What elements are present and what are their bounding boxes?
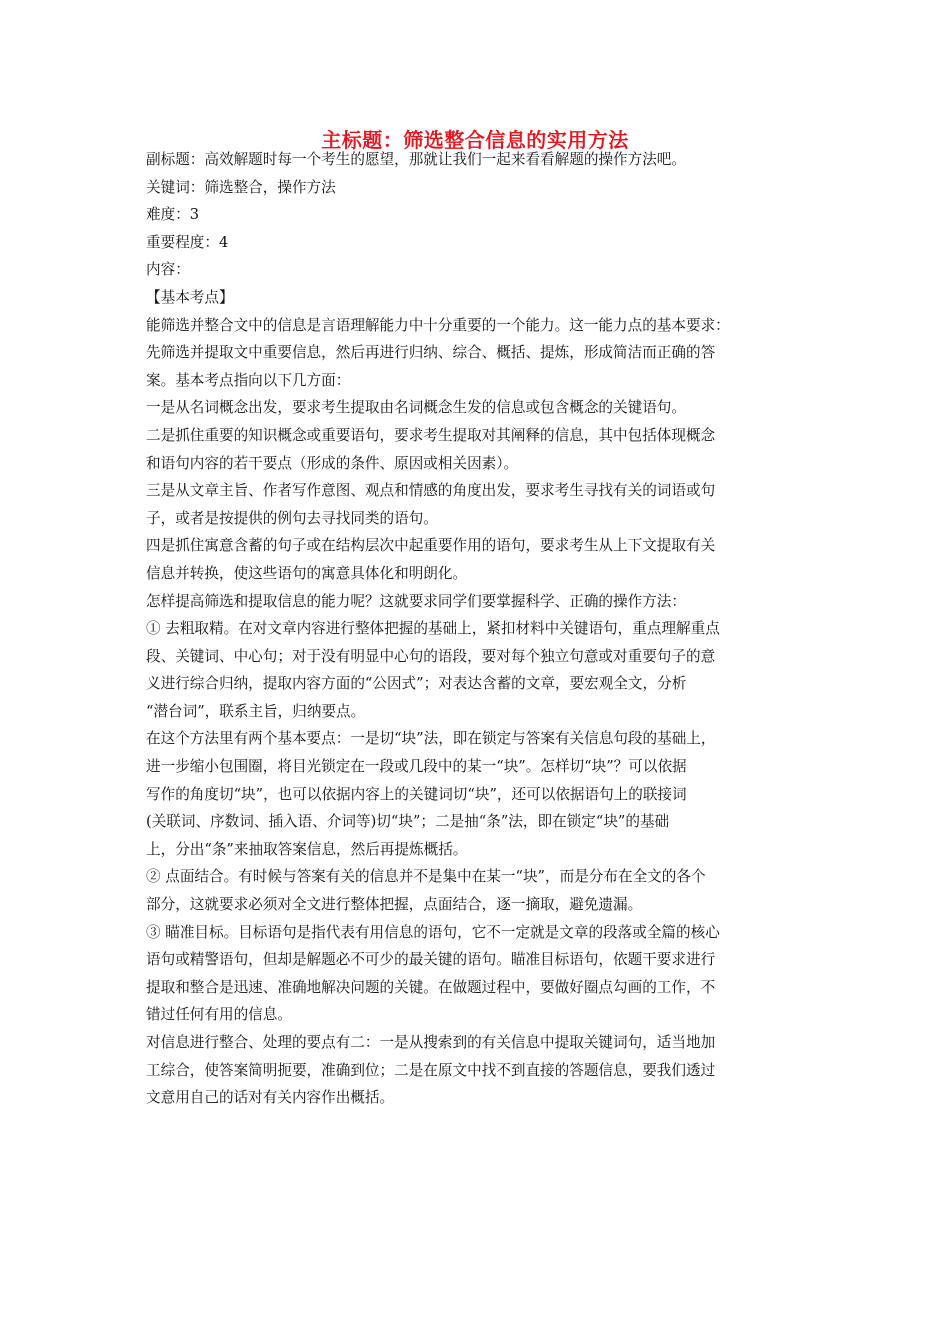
paragraph-line: 案。基本考点指向以下几方面： <box>146 371 351 389</box>
paragraph-line: 和语句内容的若干要点（形成的条件、原因或相关因素）。 <box>146 454 519 472</box>
paragraph-line: 语句或精警语句，但却是解题必不可少的最关键的语句。瞄准目标语句，依题干要求进行 <box>146 951 716 969</box>
paragraph-line: 上，分出“条”来抽取答案信息，然后再提炼概括。 <box>146 840 468 858</box>
difficulty-line: 难度：3 <box>146 206 200 224</box>
paragraph-line: “潜台词”，联系主旨，归纳要点。 <box>146 702 366 720</box>
paragraph-line: 二是抓住重要的知识概念或重要语句，要求考生提取对其阐释的信息，其中包括体现概念 <box>146 426 716 444</box>
paragraph-line: 文意用自己的话对有关内容作出概括。 <box>146 1089 395 1107</box>
paragraph-line: 进一步缩小包围圈，将目光锁定在一段或几段中的某一“块”。怎样切“块”？可以依据 <box>146 758 687 776</box>
paragraph-line: ① 去粗取精。在对文章内容进行整体把握的基础上，紧扣材料中关键语句，重点理解重点 <box>146 620 720 638</box>
paragraph-line: 段、关键词、中心句；对于没有明显中心句的语段，要对每个独立句意或对重要句子的意 <box>146 647 716 665</box>
paragraph-line: 对信息进行整合、处理的要点有二：一是从搜索到的有关信息中提取关键词句，适当地加 <box>146 1034 716 1051</box>
paragraph-line: 怎样提高筛选和提取信息的能力呢？这就要求同学们要掌握科学、正确的操作方法： <box>146 592 686 610</box>
paragraph-line: 部分，这就要求必须对全文进行整体把握，点面结合，逐一摘取，避免遗漏。 <box>146 896 643 914</box>
paragraph-line: 工综合，使答案简明扼要，准确到位；二是在原文中找不到直接的答题信息，要我们透过 <box>146 1061 716 1079</box>
paragraph-line: 三是从文章主旨、作者写作意图、观点和情感的角度出发，要求考生寻找有关的词语或句 <box>146 482 716 500</box>
importance-line: 重要程度：4 <box>146 233 229 251</box>
paragraph-line: 先筛选并提取文中重要信息，然后再进行归纳、综合、概括、提炼，形成简洁而正确的答 <box>146 344 716 362</box>
paragraph-line: 提取和整合是迅速、准确地解决问题的关键。在做题过程中，要做好圈点勾画的工作，不 <box>146 978 716 996</box>
section-heading: 【基本考点】 <box>146 288 234 306</box>
paragraph-line: 能筛选并整合文中的信息是言语理解能力中十分重要的一个能力。这一能力点的基本要求： <box>146 316 730 334</box>
paragraph-line: 义进行综合归纳，提取内容方面的“公因式”；对表达含蓄的文章，要宏观全文，分析 <box>146 675 687 693</box>
main-title: 主标题：筛选整合信息的实用方法 <box>321 128 629 152</box>
paragraph-line: 信息并转换，使这些语句的寓意具体化和明朗化。 <box>146 564 468 582</box>
document-body <box>146 146 816 1112</box>
paragraph-line: (关联词、序数词、插入语、介词等)切“块”；二是抽“条”法，即在锁定“块”的基础 <box>146 813 670 831</box>
paragraph-line: 子，或者是按提供的例句去寻找同类的语句。 <box>146 509 438 527</box>
subtitle-line: 副标题：高效解题时每一个考生的愿望，那就让我们一起来看看解题的操作方法吧。 <box>146 151 686 168</box>
keywords-line: 关键词：筛选整合，操作方法 <box>146 178 336 196</box>
paragraph-line: 写作的角度切“块”，也可以依据内容上的关键词切“块”，还可以依据语句上的联接词 <box>146 785 687 803</box>
paragraph-line: ② 点面结合。有时候与答案有关的信息并不是集中在某一“块”，而是分布在全文的各个 <box>146 868 706 886</box>
paragraph-line: ③ 瞄准目标。目标语句是指代表有用信息的语句，它不一定就是文章的段落或全篇的核心 <box>146 923 720 941</box>
paragraph-line: 四是抓住寓意含蓄的句子或在结构层次中起重要作用的语句，要求考生从上下文提取有关 <box>146 537 716 555</box>
paragraph-line: 在这个方法里有两个基本要点：一是切“块”法，即在锁定与答案有关信息句段的基础上， <box>146 730 716 748</box>
content-label: 内容： <box>146 261 190 279</box>
paragraph-line: 一是从名词概念出发，要求考生提取由名词概念生发的信息或包含概念的关键语句。 <box>146 399 686 417</box>
paragraph-line: 错过任何有用的信息。 <box>146 1006 292 1024</box>
